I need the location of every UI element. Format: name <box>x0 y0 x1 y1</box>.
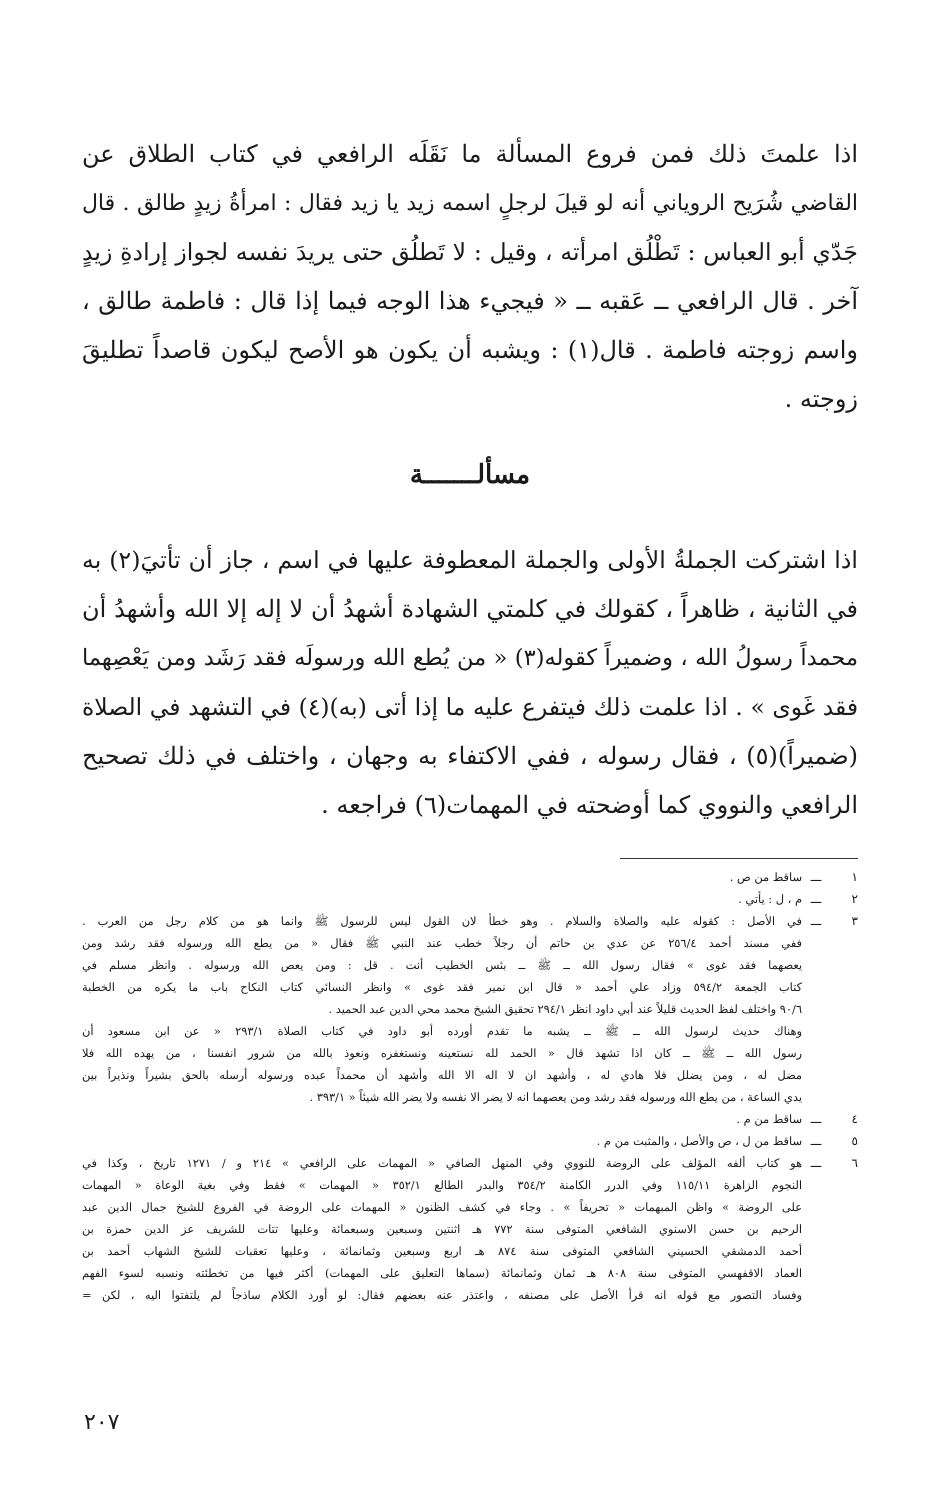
paragraph-2-line: محمداً رسولُ الله ، وضميراً كقوله(٣) « من يُطع الله ورسولَه فقد رَشَد ومن يَعْصِهما <box>82 645 858 671</box>
paragraph-1-line: القاضي شُرَيح الروياني أنه لو قيلَ لرجلٍ اسمه زيد يا زيد فقال : امرأةُ زيدٍ طالق . قال <box>82 191 858 216</box>
footnote-number: ٢ <box>851 892 858 906</box>
footnote-line: يعصهما فقد غوى » فقال رسول الله ــ ﷺ ــ بئس الخطيب أنت . قل : ومن يعص الله ورسوله . وانظر مسلم في <box>82 958 802 972</box>
footnote-number: ٦ <box>851 1156 858 1170</box>
footnote-line: وهناك حديث لرسول الله ــ ﷺ ــ يشبه ما تقدم أورده أبو داود في كتاب الصلاة ٢٩٣/١ « عن ابن مسعود أن <box>82 1024 802 1038</box>
footnote-separator <box>620 858 858 859</box>
footnote-line: ففي مسند أحمد ٢٥٦/٤ عن عدي بن حاتم أن رجلاً خطب عند النبي ﷺ فقال « من يطع الله ورسوله فقد رشد ومن <box>82 936 803 950</box>
footnote-line: ٩٠/٦ واختلف لفظ الحديث قليلاً عند أبي داود انظر ٢٩٤/١ تحقيق الشيخ محمد محي الدين عبد الحميد . <box>328 1002 802 1016</box>
footnotes <box>82 866 858 1306</box>
page-number: ٢٠٧ <box>84 1410 120 1435</box>
paragraph-2-line: في الثانية ، ظاهراً ، كقولك في كلمتي الشهادة أشهدُ أن لا إله إلا الله وأشهدُ أن <box>82 595 858 623</box>
footnote-number: ١ <box>851 870 858 884</box>
paragraph-1-line: آخر . قال الرافعي ــ عَقبه ــ « فيجيء هذا الوجه فيما إذا قال : فاطمة طالق ، <box>82 287 858 315</box>
footnote-line: العماد الاقفهسي المتوفى سنة ٨٠٨ هـ ثمان وثمانمائة (سماها التعليق على المهمات) أكثر فيها من تخطئته ونسبه لسوء الفهم <box>82 1266 802 1280</box>
footnote <box>82 1152 858 1306</box>
footnote-line: الرحيم بن حسن الاسنوي الشافعي المتوفى سنة ٧٧٢ هـ اثنتين وسبعين وسبعمائة وعليها تتات للشريف عز الدين حمزة بن <box>82 1222 802 1236</box>
footnote <box>82 888 858 910</box>
footnote-dash: ـــ <box>810 914 822 928</box>
footnote-number: ٤ <box>851 1112 858 1126</box>
footnote-line: يدي الساعة ، من يطع الله ورسوله فقد رشد ومن يعصهما انه لا يضر الا نفسه ولا يضر الله شيئاً « ٣٩٣/١ . <box>309 1090 802 1104</box>
footnote-line: م ، ل : يأتي . <box>738 892 802 906</box>
footnote-line: في الأصل : كقوله عليه والصلاة والسلام . وهو خطأ لان القول ليس للرسول ﷺ وانما هو من كلام رجل من العرب . <box>82 914 802 928</box>
paragraph-2 <box>82 536 858 830</box>
section-heading: مسألـــــــة <box>409 460 531 490</box>
footnote-line: على الروضة » واظن المبهمات « تحريفاً » . وجاء في كشف الظنون « المهمات على الروضة في الفروع للشيخ جمال الدين عبد <box>82 1200 802 1214</box>
footnote-line: وفساد التصور مع قوله انه قرأ الأصل على مصنفه ، واعتذر عنه بعضهم فقال: لو أورد الكلام ساذجاً لم يلتفتوا اليه ، لكن = <box>82 1288 802 1302</box>
footnote-dash: ـــ <box>810 892 822 906</box>
paragraph-2-line: (ضميراً)(٥) ، فقال رسوله ، ففي الاكتفاء به وجهان ، واختلف في ذلك تصحيح <box>82 742 858 770</box>
footnote-dash: ـــ <box>810 1156 822 1170</box>
footnote-body <box>82 888 802 910</box>
footnote-body <box>82 866 802 888</box>
paragraph-1-line: اذا علمتَ ذلك فمن فروع المسألة ما نَقَلَه الرافعي في كتاب الطلاق عن <box>82 140 858 168</box>
footnote-dash: ـــ <box>810 1112 822 1126</box>
footnote-line: أحمد الدمشقي الحسيني الشافعي المتوفى سنة ٨٧٤ هـ اربع وسبعين وثمانمائة ، وعليها تعقبات للشيخ الشهاب أحمد بن <box>82 1244 802 1258</box>
footnote-dash: ـــ <box>810 870 822 884</box>
paragraph-2-line: اذا اشتركت الجملةُ الأولى والجملة المعطوفة عليها في اسم ، جاز أن تأتيَ(٢) به <box>82 546 858 574</box>
footnote-body <box>82 910 802 1108</box>
footnote-line: ساقط من م . <box>736 1112 802 1126</box>
footnote <box>82 866 858 888</box>
paragraph-1-line: واسم زوجته فاطمة . قال(١) : ويشبه أن يكون هو الأصح ليكون قاصداً تطليقَ <box>82 336 858 364</box>
paragraph-2-line: فقد غَوى » . اذا علمت ذلك فيتفرع عليه ما إذا أتى (به)(٤) في التشهد في الصلاة <box>82 693 858 721</box>
footnote <box>82 910 858 1108</box>
footnote-line: رسول الله ــ ﷺ ــ كان اذا تشهد قال « الحمد لله نستعينه ونستغفره ونعوذ بالله من شرور انفسنا ، من يهده الله فلا <box>82 1046 802 1060</box>
footnote-number: ٣ <box>851 914 858 928</box>
footnote <box>82 1108 858 1130</box>
footnote-body <box>82 1108 802 1130</box>
footnote <box>82 1130 858 1152</box>
footnote-line: مضل له ، ومن يضلل فلا هادي له ، وأشهد ان لا اله الا الله وأشهد أن محمداً عبده ورسوله أرسله بالحق بشيراً ونذيراً بين <box>82 1068 802 1082</box>
paragraph-1-line: زوجته . <box>784 385 858 413</box>
footnote-number: ٥ <box>851 1134 858 1148</box>
footnote-line: ساقط من ل ، ص والأصل ، والمثبت من م . <box>596 1134 802 1148</box>
footnote-line: كتاب الجمعة ٥٩٤/٢ وزاد علي أحمد « قال ابن نمير فقد غوى » وانظر النسائي كتاب النكاح باب ما يكره من الخطبة <box>82 980 802 994</box>
paragraph-1 <box>82 130 858 424</box>
footnote-body <box>82 1130 802 1152</box>
paragraph-2-line: الرافعي والنووي كما أوضحته في المهمات(٦) فراجعه . <box>321 791 858 819</box>
footnote-body <box>82 1152 802 1306</box>
footnote-line: ساقط من ص . <box>729 870 802 884</box>
footnote-dash: ـــ <box>810 1134 822 1148</box>
paragraph-1-line: جَدّي أبو العباس : تَطْلُق امرأته ، وقيل : لا تَطلُق حتى يريدَ نفسه لجواز إرادةِ زيدٍ <box>82 238 858 266</box>
footnote-line: النجوم الزاهرة ١١٥/١١ وفي الدرر الكامنة ٣٥٤/٢ والبدر الطالع ٣٥٢/١ « المهمات » فقط وفي بغية الوعاة « المهمات <box>82 1178 802 1192</box>
footnote-line: هو كتاب ألفه المؤلف على الروضة للنووي وفي المنهل الصافي « المهمات على الرافعي » ٢١٤ و / ١٢٧١ تاريخ ، وكذا في <box>82 1156 802 1170</box>
